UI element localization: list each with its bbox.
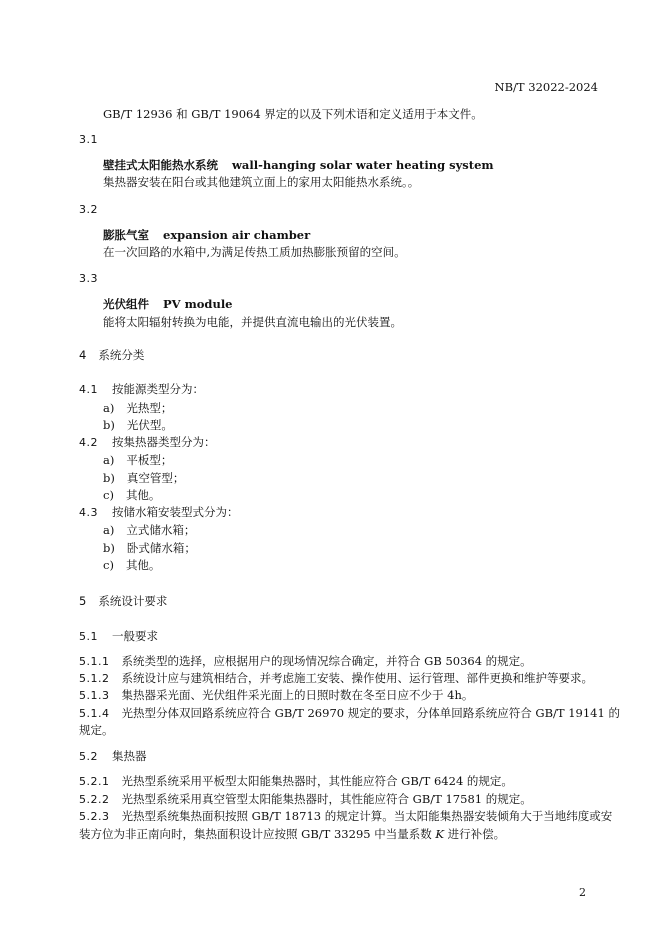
clause-number: 5.1.4 bbox=[79, 707, 110, 720]
list-item-text: 其他。 bbox=[125, 558, 161, 572]
clause-continuation bbox=[79, 826, 505, 842]
clause-number: 4.1 bbox=[79, 383, 98, 396]
continuation-text: 进行补偿。 bbox=[443, 827, 506, 841]
intro-text: GB/T 12936 和 GB/T 19064 界定的以及下列术语和定义适用于本文件。 bbox=[103, 107, 483, 121]
clause-number: 5.2.1 bbox=[79, 775, 110, 788]
clause bbox=[79, 670, 593, 687]
list-item-text: 光热型； bbox=[126, 401, 173, 415]
clause-text: 光热型系统采用平板型太阳能集热器时，其性能应符合 GB/T 6424 的规定。 bbox=[121, 774, 513, 788]
list-marker: a) bbox=[103, 523, 115, 537]
clause-text: 光热型分体双回路系统应符合 GB/T 26970 规定的要求，分体单回路系统应符合 GB/T 19141 的 bbox=[121, 706, 620, 720]
list-marker: c) bbox=[103, 558, 114, 572]
subsection-number: 5.1 bbox=[79, 630, 98, 643]
clause-continuation: 规定。 bbox=[79, 723, 114, 737]
section-title: 系统设计要求 bbox=[98, 594, 168, 608]
clause-number: 5.2.3 bbox=[79, 810, 110, 823]
list-item bbox=[103, 400, 172, 416]
list-marker: a) bbox=[103, 453, 115, 467]
page-number: 2 bbox=[579, 886, 586, 899]
subsection-number: 5.2 bbox=[79, 750, 98, 763]
coefficient-symbol: K bbox=[435, 827, 444, 841]
list-marker: b) bbox=[103, 471, 115, 485]
term-english-name: wall-hanging solar water heating system bbox=[232, 158, 494, 172]
clause bbox=[79, 381, 204, 398]
clause-text: 系统设计应与建筑相结合，并考虑施工安装、操作使用、运行管理、部件更换和维护等要求。 bbox=[121, 671, 593, 685]
term-chinese-name: 光伏组件 bbox=[103, 297, 149, 311]
list-item bbox=[103, 487, 160, 503]
clause bbox=[79, 687, 473, 704]
list-item bbox=[103, 557, 160, 573]
list-item-text: 光伏型。 bbox=[126, 418, 173, 432]
term-english-name: expansion air chamber bbox=[163, 228, 311, 242]
section-heading bbox=[79, 593, 167, 609]
list-item bbox=[103, 417, 173, 433]
clause-text: 按储水箱安装型式分为： bbox=[112, 505, 239, 519]
clause bbox=[79, 808, 612, 825]
term-heading bbox=[103, 227, 310, 243]
list-marker: a) bbox=[103, 401, 115, 415]
clause bbox=[79, 791, 532, 808]
clause bbox=[79, 504, 239, 521]
term-number: 3.2 bbox=[79, 203, 98, 216]
clause-text: 系统类型的选择，应根据用户的现场情况综合确定，并符合 GB 50364 的规定。 bbox=[121, 654, 532, 668]
subsection-title: 集热器 bbox=[112, 749, 147, 763]
term-number: 3.1 bbox=[79, 133, 98, 146]
list-item-text: 真空管型； bbox=[126, 471, 185, 485]
clause-number: 4.2 bbox=[79, 436, 98, 449]
list-item bbox=[103, 470, 184, 486]
term-definition: 能将太阳辐射转换为电能，并提供直流电输出的光伏装置。 bbox=[103, 315, 402, 329]
term-definition: 集热器安装在阳台或其他建筑立面上的家用太阳能热水系统。。 bbox=[103, 175, 420, 189]
clause-text: 按能源类型分为： bbox=[112, 382, 204, 396]
list-item bbox=[103, 452, 172, 468]
subsection-title: 一般要求 bbox=[112, 629, 158, 643]
standard-code: NB/T 32022-2024 bbox=[494, 80, 598, 94]
list-item-text: 卧式储水箱； bbox=[126, 541, 196, 555]
clause-text: 光热型系统集热面积按照 GB/T 18713 的规定计算。当太阳能集热器安装倾角大于当地纬度或安 bbox=[121, 809, 613, 823]
clause-text: 集热器采光面、光伏组件采光面上的日照时数在冬至日应不少于 4h。 bbox=[121, 688, 474, 702]
clause-number: 5.2.2 bbox=[79, 793, 110, 806]
section-title: 系统分类 bbox=[98, 348, 145, 362]
section-number: 5 bbox=[79, 594, 87, 608]
subsection-heading bbox=[79, 628, 158, 644]
clause bbox=[79, 705, 620, 722]
section-heading bbox=[79, 347, 144, 363]
clause bbox=[79, 653, 532, 670]
term-heading bbox=[103, 157, 494, 173]
term-english-name: PV module bbox=[163, 297, 233, 311]
clause-text: 光热型系统采用真空管型太阳能集热器时，其性能应符合 GB/T 17581 的规定。 bbox=[121, 792, 532, 806]
clause bbox=[79, 773, 513, 790]
clause-text: 按集热器类型分为： bbox=[112, 435, 216, 449]
list-marker: b) bbox=[103, 541, 115, 555]
term-chinese-name: 膨胀气室 bbox=[103, 228, 149, 242]
list-marker: b) bbox=[103, 418, 115, 432]
list-item bbox=[103, 540, 196, 556]
section-number: 4 bbox=[79, 348, 87, 362]
term-heading bbox=[103, 296, 233, 312]
term-definition: 在一次回路的水箱中,为满足传热工质加热膨胀预留的空间。 bbox=[103, 245, 406, 259]
clause bbox=[79, 434, 216, 451]
clause-number: 5.1.3 bbox=[79, 689, 110, 702]
term-chinese-name: 壁挂式太阳能热水系统 bbox=[103, 158, 218, 172]
term-number: 3.3 bbox=[79, 272, 98, 285]
subsection-heading bbox=[79, 748, 147, 764]
clause-number: 4.3 bbox=[79, 506, 98, 519]
list-item-text: 平板型； bbox=[126, 453, 173, 467]
continuation-text: 装方位为非正南向时，集热面积设计应按照 GB/T 33295 中当量系数 bbox=[79, 827, 436, 841]
list-marker: c) bbox=[103, 488, 114, 502]
clause-number: 5.1.1 bbox=[79, 655, 110, 668]
list-item bbox=[103, 522, 195, 538]
list-item-text: 立式储水箱； bbox=[126, 523, 196, 537]
clause-number: 5.1.2 bbox=[79, 672, 110, 685]
list-item-text: 其他。 bbox=[125, 488, 161, 502]
